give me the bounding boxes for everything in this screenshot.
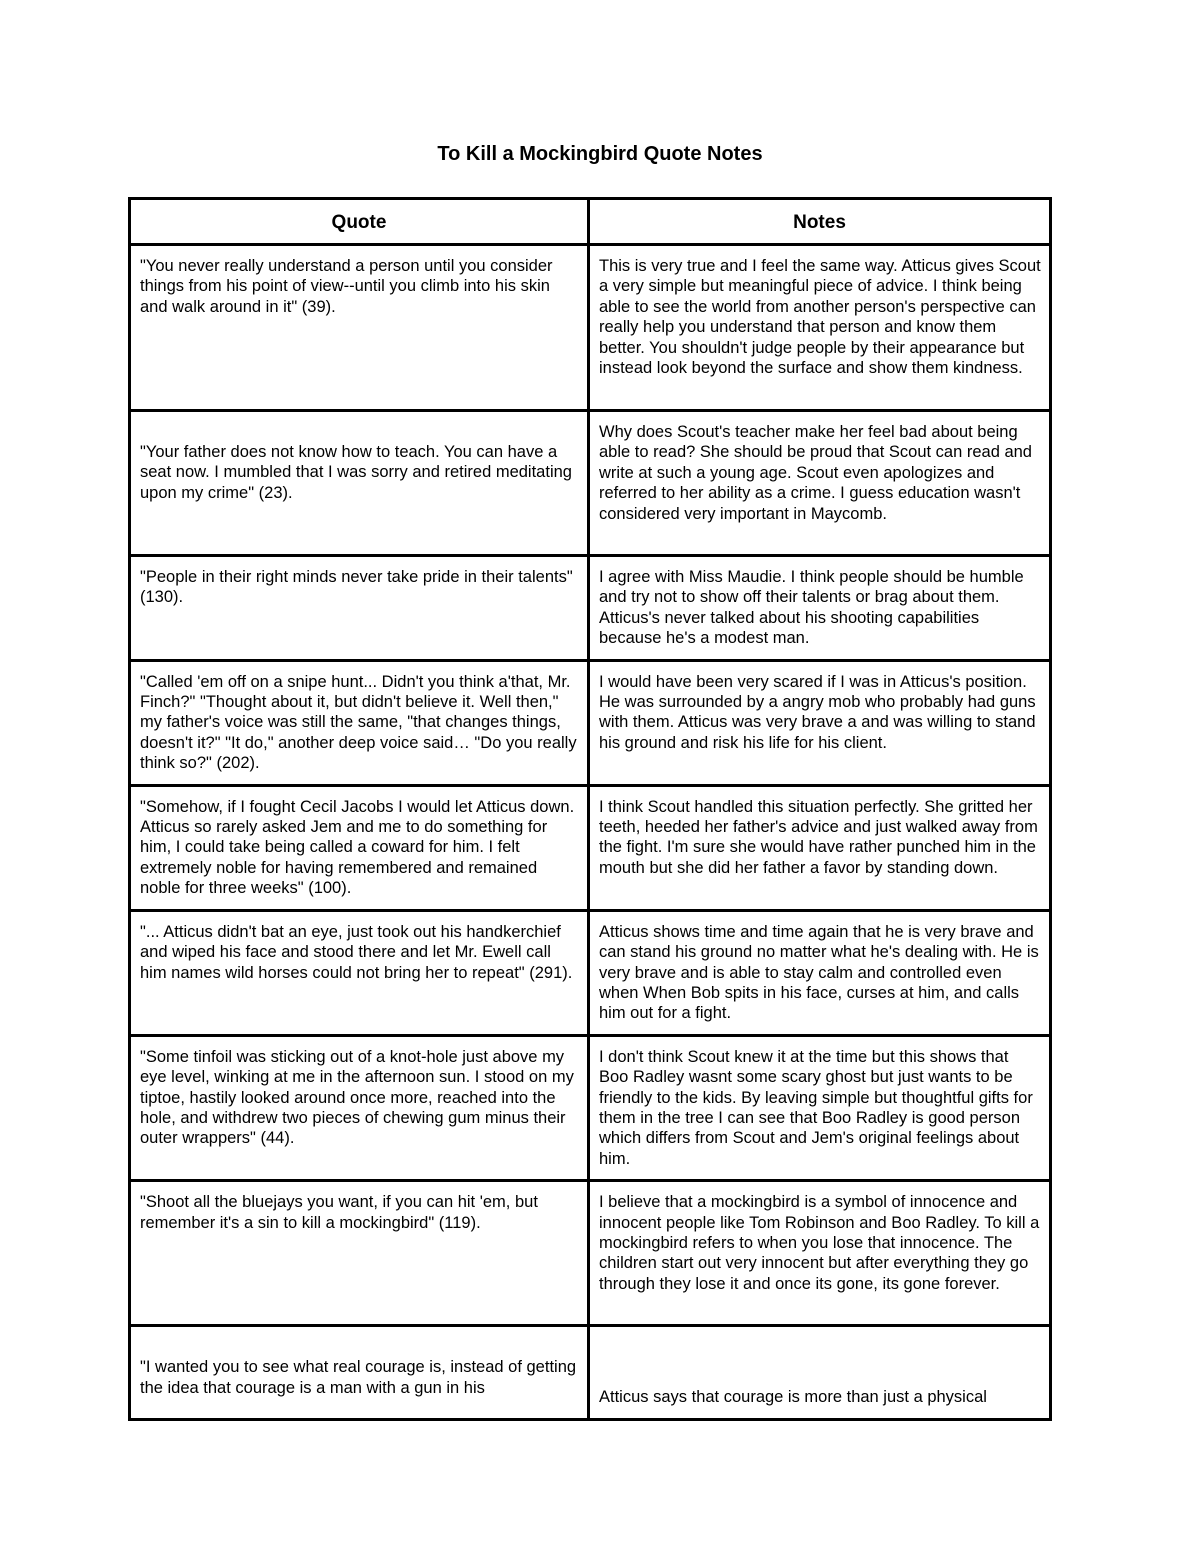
note-cell: I agree with Miss Maudie. I think people should be humble and try not to show off their talents or brag about them. Atticus's never talked about his shooting capabilities because he's a modest man. <box>589 556 1051 661</box>
table-row <box>130 1035 1051 1180</box>
note-cell: I don't think Scout knew it at the time but this shows that Boo Radley wasnt some scary ghost but just wants to be friendly to the kids. By leaving simple but thoughtful gifts for them in the tree I can see that Boo Radley is good person which differs from Scout and Jem's original feelings about him. <box>589 1035 1051 1180</box>
quote-notes-table <box>128 197 1052 1421</box>
note-cell: I believe that a mockingbird is a symbol of innocence and innocent people like Tom Robinson and Boo Radley. To kill a mockingbird refers to when you lose that innocence. The children start out very innocent but after everything they go through they lose it and once its gone, its gone forever. <box>589 1181 1051 1326</box>
table-row <box>130 245 1051 411</box>
note-cell: This is very true and I feel the same way. Atticus gives Scout a very simple but meaningful piece of advice. I think being able to see the world from another person's perspective can really help you understand that person and know them better. You shouldn't judge people by their appearance but instead look beyond the surface and show them kindness. <box>589 245 1051 411</box>
quote-cell: "Shoot all the bluejays you want, if you can hit 'em, but remember it's a sin to kill a mockingbird" (119). <box>130 1181 589 1326</box>
note-cell: I think Scout handled this situation perfectly. She gritted her teeth, heeded her father's advice and just walked away from the fight. I'm sure she would have rather punched him in the mouth but she did her father a favor by standing down. <box>589 785 1051 910</box>
note-cell: Atticus says that courage is more than just a physical <box>589 1326 1051 1419</box>
quote-cell: "People in their right minds never take pride in their talents" (130). <box>130 556 589 661</box>
table-row <box>130 910 1051 1035</box>
quote-cell: "... Atticus didn't bat an eye, just took out his handkerchief and wiped his face and stood there and let Mr. Ewell call him names wild horses could not bring her to repeat" (291). <box>130 910 589 1035</box>
page-title: To Kill a Mockingbird Quote Notes <box>437 143 763 165</box>
table-row <box>130 1326 1051 1419</box>
quote-column-header: Quote <box>130 199 589 245</box>
quote-cell: "Called 'em off on a snipe hunt... Didn't you think a'that, Mr. Finch?" "Thought about it, but didn't believe it. Well then," my father's voice was still the same, "that changes things, doesn't it?" "It do," another deep voice said… "Do you really think so?" (202). <box>130 660 589 785</box>
note-cell: Atticus shows time and time again that he is very brave and can stand his ground no matter what he's dealing with. He is very brave and is able to stay calm and controlled even when When Bob spits in his face, curses at him, and calls him out for a fight. <box>589 910 1051 1035</box>
table-row <box>130 660 1051 785</box>
notes-column-header: Notes <box>589 199 1051 245</box>
quote-cell: "Your father does not know how to teach. You can have a seat now. I mumbled that I was sorry and retired meditating upon my crime" (23). <box>130 411 589 556</box>
quote-cell: "Some tinfoil was sticking out of a knot-hole just above my eye level, winking at me in the afternoon sun. I stood on my tiptoe, hastily looked around once more, reached into the hole, and withdrew two pieces of chewing gum minus their outer wrappers" (44). <box>130 1035 589 1180</box>
table-row <box>130 556 1051 661</box>
quote-cell: "You never really understand a person until you consider things from his point of view--until you climb into his skin and walk around in it" (39). <box>130 245 589 411</box>
table-row <box>130 785 1051 910</box>
table-row <box>130 411 1051 556</box>
table-row <box>130 1181 1051 1326</box>
header-row <box>130 199 1051 245</box>
quote-cell: "Somehow, if I fought Cecil Jacobs I would let Atticus down. Atticus so rarely asked Jem and me to do something for him, I could take being called a coward for him. I felt extremely noble for having remembered and remained noble for three weeks" (100). <box>130 785 589 910</box>
quote-cell: "I wanted you to see what real courage is, instead of getting the idea that courage is a man with a gun in his <box>130 1326 589 1419</box>
note-cell: I would have been very scared if I was in Atticus's position. He was surrounded by a angry mob who probably had guns with them. Atticus was very brave a and was willing to stand his ground and risk his life for his client. <box>589 660 1051 785</box>
note-cell: Why does Scout's teacher make her feel bad about being able to read? She should be proud that Scout can read and write at such a young age. Scout even apologizes and referred to her ability as a crime. I guess education wasn't considered very important in Maycomb. <box>589 411 1051 556</box>
